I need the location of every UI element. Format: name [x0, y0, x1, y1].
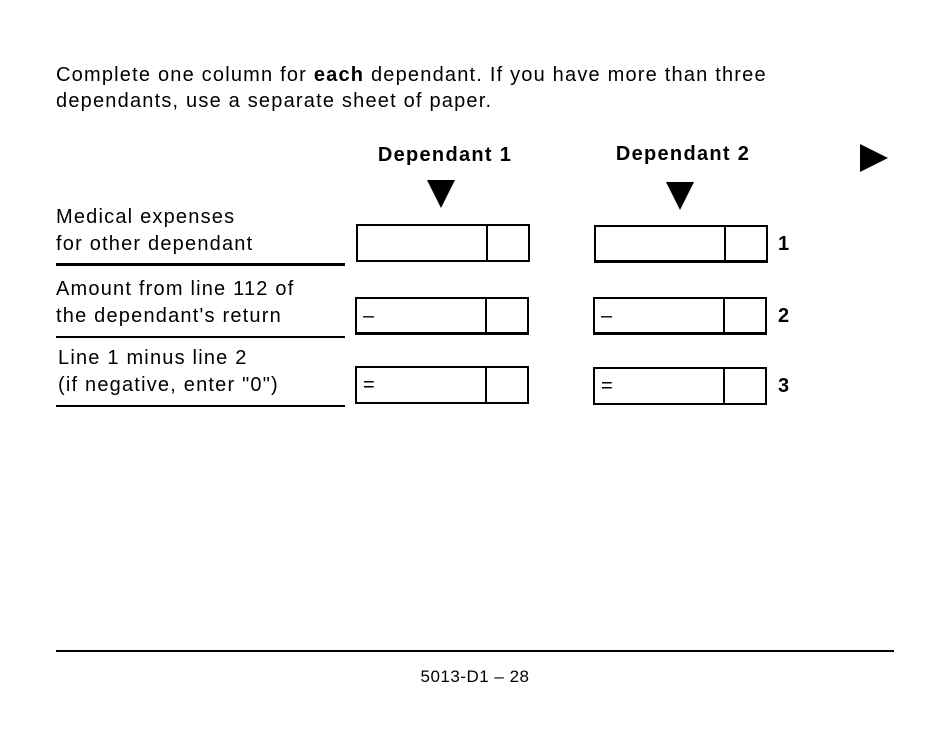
dependant-1-line-3-field[interactable] — [355, 366, 529, 404]
instructions-text-start: Complete one column for — [56, 64, 314, 86]
dependant-1-line-2-field[interactable] — [355, 297, 529, 335]
column-header-dependant-1: Dependant 1 — [377, 144, 513, 166]
row-label-line: Medical expenses — [56, 206, 236, 228]
row-label-medical-expenses — [56, 204, 253, 258]
dollars-cell[interactable]: = — [357, 368, 487, 402]
page-footer: 5013-D1 – 28 — [420, 667, 530, 686]
row-label-line: Amount from line 112 of — [56, 278, 295, 300]
row-rule — [56, 263, 345, 266]
line-number-3: 3 — [778, 375, 790, 397]
row-label-line: the dependant's return — [56, 305, 282, 327]
dollars-cell[interactable]: – — [357, 299, 487, 332]
dependant-2-line-3-field[interactable] — [593, 367, 767, 405]
dollars-cell[interactable]: = — [595, 369, 725, 403]
line-number-1: 1 — [778, 233, 790, 255]
dependant-2-line-1-field[interactable] — [594, 225, 768, 263]
dollars-cell[interactable]: – — [595, 299, 725, 332]
row-label-line: for other dependant — [56, 233, 254, 255]
dependant-1-line-1-field[interactable] — [356, 224, 530, 262]
row-label-line-1-minus-line-2 — [58, 345, 279, 399]
row-label-line: (if negative, enter "0") — [58, 374, 279, 396]
arrow-down-icon — [666, 182, 694, 210]
dollars-cell[interactable] — [358, 226, 488, 260]
instructions-bold-word: each — [313, 64, 365, 86]
instructions — [56, 62, 896, 114]
arrow-right-icon — [860, 144, 888, 172]
column-header-dependant-2: Dependant 2 — [615, 143, 751, 165]
dependant-2-line-2-field[interactable] — [593, 297, 767, 335]
row-rule — [56, 405, 345, 407]
footer-rule — [56, 650, 894, 652]
arrow-down-icon — [427, 180, 455, 208]
row-label-line: Line 1 minus line 2 — [58, 347, 248, 369]
instructions-text-end: dependant. If you have more than three dependants, use a separate sheet of paper. — [56, 64, 767, 112]
row-label-amount-line-112 — [56, 276, 294, 330]
row-rule — [56, 336, 345, 338]
dollars-cell[interactable] — [596, 227, 726, 260]
line-number-2: 2 — [778, 305, 790, 327]
